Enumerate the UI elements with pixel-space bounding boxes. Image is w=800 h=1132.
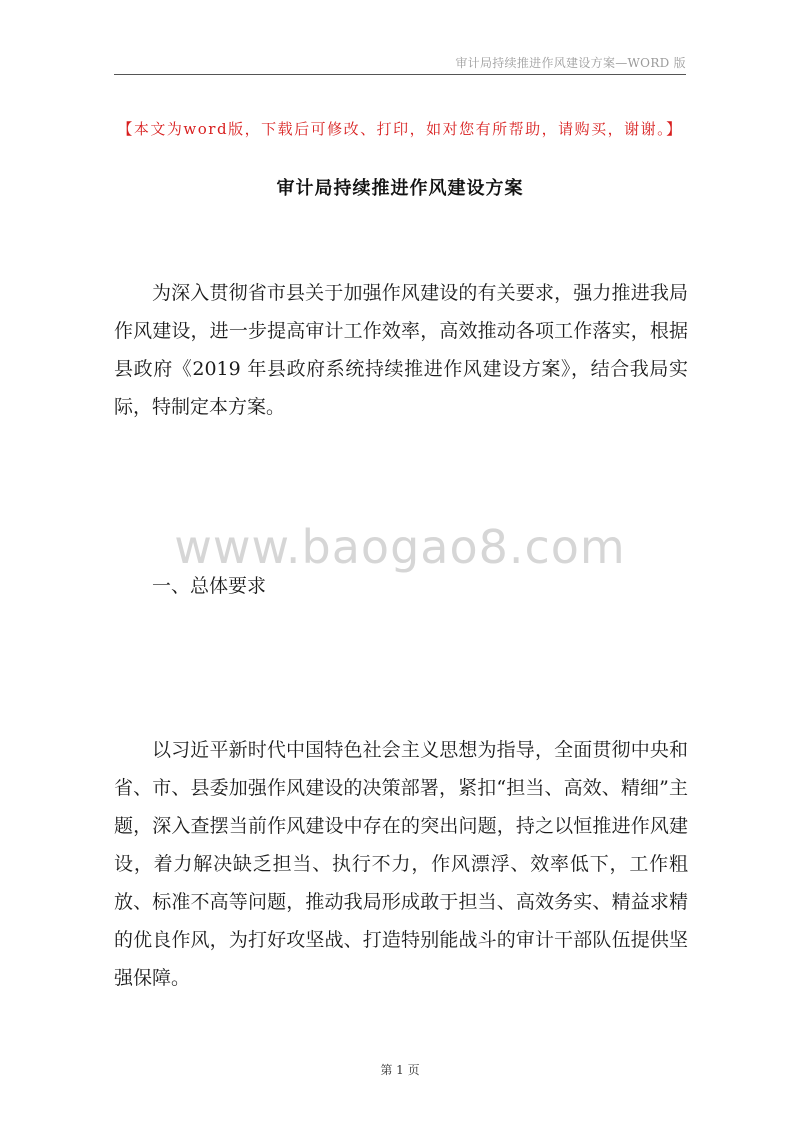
header-divider (114, 74, 686, 75)
running-header: 审计局持续推进作风建设方案—WORD 版 (455, 56, 686, 70)
section-heading: 一、总体要求 (152, 575, 267, 597)
site-watermark: www.baogao8.com (174, 520, 626, 574)
intro-paragraph: 为深入贯彻省市县关于加强作风建设的有关要求，强力推进我局作风建设，进一步提高审计工作效率，高效推动各项工作落实，根据县政府《2019 年县政府系统持续推进作风建设方案》，结合我局实际，特制定本方案。 (114, 282, 688, 418)
purchase-notice: 【本文为word版，下载后可修改、打印，如对您有所帮助，请购买，谢谢。】 (117, 120, 683, 138)
body-paragraph: 以习近平新时代中国特色社会主义思想为指导，全面贯彻中央和省、市、县委加强作风建设的决策部署，紧扣“担当、高效、精细”主题，深入查摆当前作风建设中存在的突出问题，持之以恒推进作风建设，着力解决缺乏担当、执行不力，作风漂浮、效率低下，工作粗放、标准不高等问题，推动我局形成敢于担当、高效务实、精益求精的优良作风，为打好攻坚战、打造特别能战斗的审计干部队伍提供坚强保障。 (114, 739, 688, 989)
document-title: 审计局持续推进作风建设方案 (276, 178, 524, 199)
page-number: 第 1 页 (380, 1063, 420, 1077)
